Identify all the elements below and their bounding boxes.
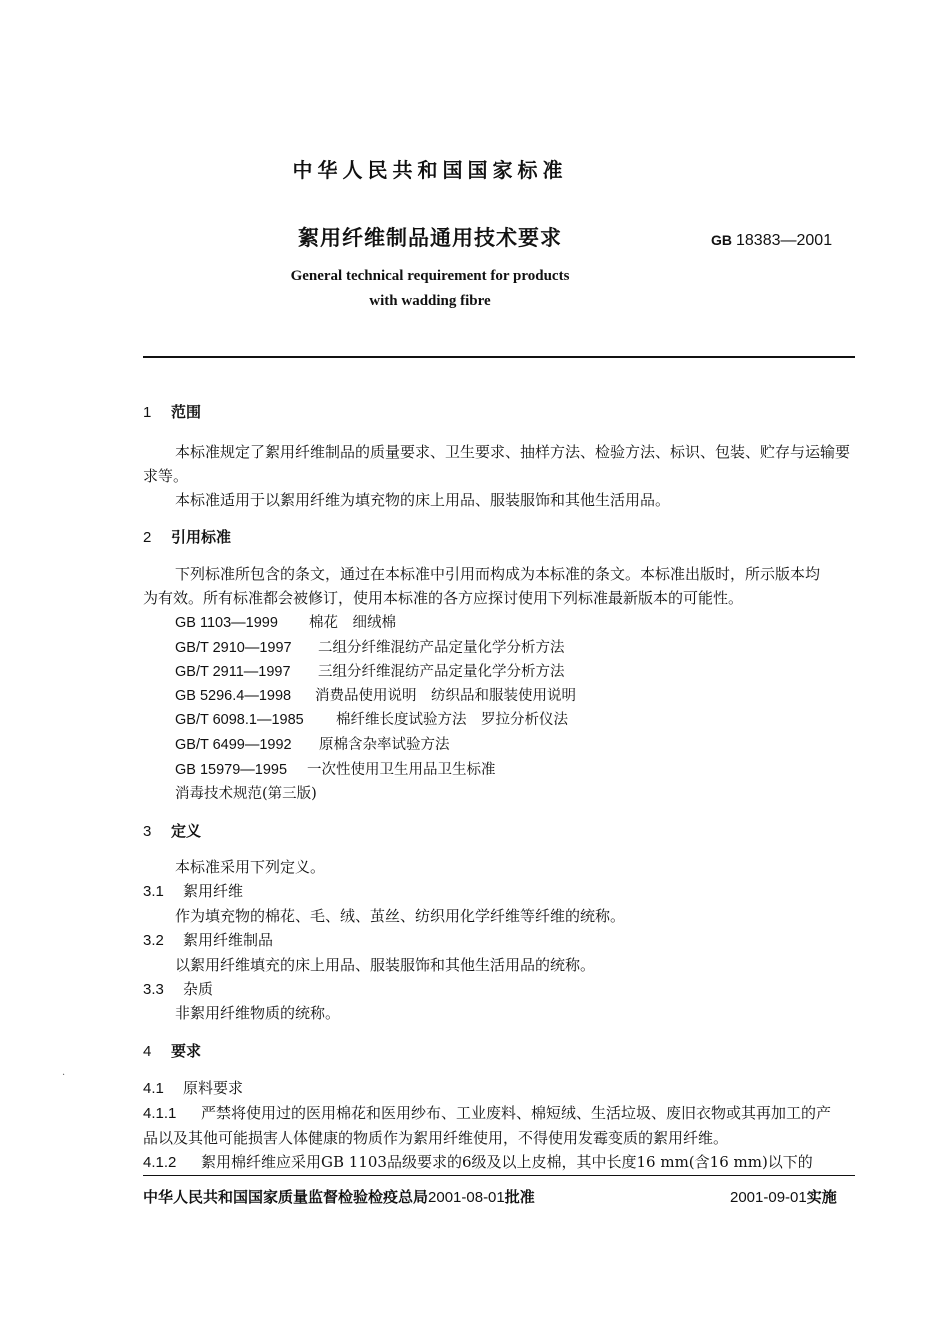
- reference-code: GB/T 6098.1—1985: [175, 712, 304, 728]
- section-1-paragraph-1-line-1: 本标准规定了絮用纤维制品的质量要求、卫生要求、抽样方法、检验方法、标识、包装、贮存与运输要: [175, 443, 851, 461]
- reference-item: [175, 660, 565, 681]
- national-standard-heading: 中华人民共和国国家标准: [292, 158, 568, 182]
- clause-text: 絮用棉纤维应采用GB 1103品级要求的6级及以上皮棉，其中长度16 mm(含16 mm)以下的: [201, 1153, 813, 1171]
- reference-code: GB 5296.4—1998: [175, 688, 292, 704]
- section-3-heading: [143, 820, 201, 841]
- section-1-heading: [143, 401, 201, 422]
- section-2-paragraph-line-1: 下列标准所包含的条文，通过在本标准中引用而构成为本标准的条文。本标准出版时，所示版本均: [175, 565, 821, 583]
- clause-4-1-2-line-1: [143, 1151, 813, 1172]
- subsection-title: 原料要求: [183, 1079, 244, 1097]
- standard-number-value: 18383—2001: [736, 232, 833, 249]
- definition-number: 3.1: [143, 883, 164, 900]
- definition-text: 非絮用纤维物质的统称。: [175, 1004, 341, 1022]
- scan-speck: ·: [62, 1070, 66, 1081]
- footer-divider: [143, 1175, 855, 1176]
- section-4-title: 要求: [171, 1042, 202, 1060]
- clause-4-1-1-line-2: 品以及其他可能损害人体健康的物质作为絮用纤维使用，不得使用发霉变质的絮用纤维。: [143, 1129, 729, 1147]
- subsection-4-1-heading: [143, 1077, 243, 1098]
- reference-code: GB/T 6499—1992: [175, 737, 292, 753]
- issuer-name: 中华人民共和国国家质量监督检验检疫总局: [143, 1188, 429, 1206]
- reference-item-extra: 消毒技术规范(第三版): [175, 786, 317, 802]
- reference-name: 棉纤维长度试验方法 罗拉分析仪法: [336, 712, 568, 728]
- subsection-number: 4.1: [143, 1080, 164, 1097]
- clause-text: 严禁将使用过的医用棉花和医用纱布、工业废料、棉短绒、生活垃圾、废旧衣物或其再加工的产: [201, 1104, 832, 1122]
- section-2-title: 引用标准: [171, 528, 232, 546]
- section-2-paragraph-line-2: 为有效。所有标准都会被修订，使用本标准的各方应探讨使用下列标准最新版本的可能性。: [143, 589, 744, 607]
- section-3-number: 3: [143, 823, 152, 840]
- reference-name: 棉花 细绒棉: [309, 615, 396, 631]
- definition-heading: [143, 929, 273, 950]
- definition-text: 以絮用纤维填充的床上用品、服装服饰和其他生活用品的统称。: [175, 956, 596, 974]
- definition-heading: [143, 978, 213, 999]
- definition-heading: [143, 880, 243, 901]
- reference-item: [175, 708, 568, 729]
- english-title-line-2: with wadding fibre: [369, 293, 491, 309]
- standard-prefix: GB: [711, 232, 732, 248]
- clause-4-1-1-line-1: [143, 1102, 831, 1123]
- reference-item: [175, 636, 565, 657]
- english-title-line-1: General technical requirement for products: [290, 268, 570, 284]
- definition-number: 3.2: [143, 932, 164, 949]
- definition-term: 絮用纤维制品: [183, 931, 274, 949]
- section-2-heading: [143, 526, 231, 547]
- section-3-title: 定义: [171, 822, 202, 840]
- reference-item: [175, 758, 496, 779]
- section-4-heading: [143, 1040, 201, 1061]
- standard-number: [711, 232, 832, 250]
- section-2-number: 2: [143, 529, 152, 546]
- section-1-title: 范围: [171, 403, 202, 421]
- reference-name: 三组分纤维混纺产品定量化学分析方法: [318, 664, 565, 680]
- definition-term: 杂质: [183, 980, 214, 998]
- section-1-paragraph-1-line-2: 求等。: [143, 467, 189, 485]
- footer-issuer: [143, 1186, 535, 1207]
- reference-name: 一次性使用卫生用品卫生标准: [307, 762, 496, 778]
- reference-code: GB/T 2911—1997: [175, 664, 291, 680]
- section-3-intro: 本标准采用下列定义。: [175, 858, 326, 876]
- reference-name: 二组分纤维混纺产品定量化学分析方法: [318, 640, 565, 656]
- footer-implementation: [730, 1186, 837, 1207]
- section-1-number: 1: [143, 404, 152, 421]
- implementation-word: 实施: [806, 1188, 837, 1206]
- definition-term: 絮用纤维: [183, 882, 244, 900]
- clause-number: 4.1.2: [143, 1154, 177, 1171]
- reference-code: GB/T 2910—1997: [175, 640, 292, 656]
- implementation-date: 2001-09-01: [730, 1189, 807, 1206]
- reference-name: 消费品使用说明 纺织品和服装使用说明: [315, 688, 576, 704]
- issue-word: 批准: [504, 1188, 535, 1206]
- reference-item: [175, 733, 450, 754]
- reference-name: 原棉含杂率试验方法: [319, 737, 450, 753]
- clause-number: 4.1.1: [143, 1105, 177, 1122]
- document-title: 絮用纤维制品通用技术要求: [298, 226, 562, 250]
- issue-date: 2001-08-01: [428, 1189, 505, 1206]
- reference-item: [175, 611, 396, 632]
- definition-number: 3.3: [143, 981, 164, 998]
- reference-code: GB 15979—1995: [175, 762, 288, 778]
- reference-item: [175, 684, 576, 705]
- definition-text: 作为填充物的棉花、毛、绒、茧丝、纺织用化学纤维等纤维的统称。: [175, 907, 626, 925]
- section-4-number: 4: [143, 1043, 152, 1060]
- reference-code: GB 1103—1999: [175, 615, 278, 631]
- header-divider: [143, 356, 855, 358]
- section-1-paragraph-2: 本标准适用于以絮用纤维为填充物的床上用品、服装服饰和其他生活用品。: [175, 491, 671, 509]
